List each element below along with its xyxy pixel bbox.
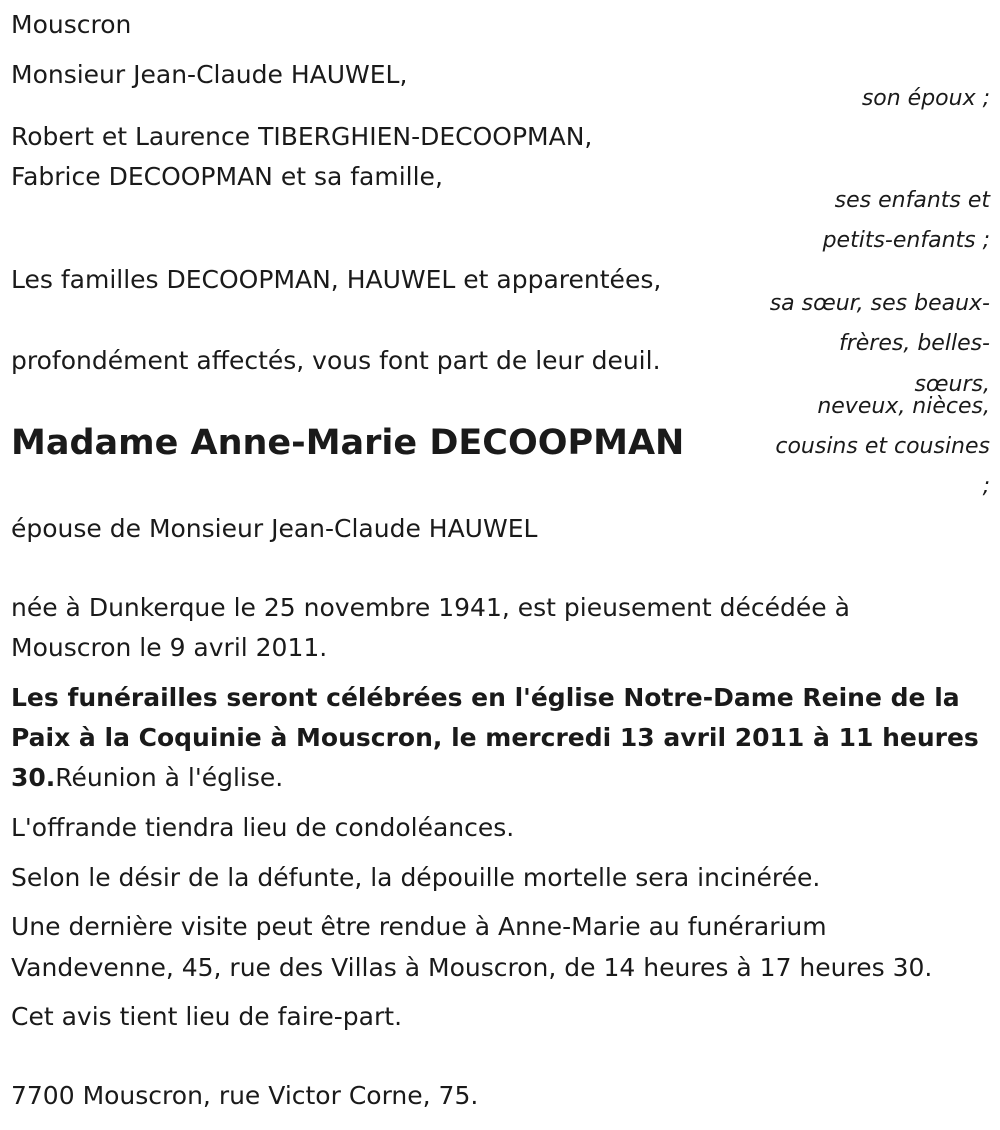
families-role-1: sa sœur, ses beaux-	[769, 291, 990, 316]
families-role-3: sœurs,	[914, 372, 990, 397]
cremation-line: Selon le désir de la défunte, la dépouille mortelle sera incinérée.	[11, 863, 821, 892]
funeral-line-1: Les funérailles seront célébrées en l'église Notre-Dame Reine de la	[11, 683, 960, 712]
spouse-role: son époux ;	[861, 86, 990, 111]
funeral-time-suffix: 30.	[11, 763, 56, 792]
children-role-2: petits-enfants ;	[822, 228, 990, 253]
address-line: 7700 Mouscron, rue Victor Corne, 75.	[11, 1081, 479, 1110]
families-role-5: cousins et cousines	[775, 434, 990, 459]
children-role-1: ses enfants et	[834, 188, 990, 213]
funeral-line-3	[11, 758, 283, 798]
notice-line: Cet avis tient lieu de faire-part.	[11, 1002, 403, 1031]
children-line-1: Robert et Laurence TIBERGHIEN-DECOOPMAN,	[11, 122, 593, 151]
offering-line: L'offrande tiendra lieu de condoléances.	[11, 813, 515, 842]
visit-line-2: Vandevenne, 45, rue des Villas à Mouscron, de 14 heures à 17 heures 30.	[11, 953, 933, 982]
spouse-of: épouse de Monsieur Jean-Claude HAUWEL	[11, 514, 538, 543]
families-role-6: ;	[982, 474, 990, 499]
funeral-line-2: Paix à la Coquinie à Mouscron, le mercredi 13 avril 2011 à 11 heures	[11, 723, 979, 752]
birth-death-line-1: née à Dunkerque le 25 novembre 1941, est pieusement décédée à	[11, 593, 850, 622]
birth-death-line-2: Mouscron le 9 avril 2011.	[11, 633, 328, 662]
funeral-meeting: Réunion à l'église.	[55, 763, 284, 792]
families-role-4: neveux, nièces,	[817, 394, 990, 419]
city-heading: Mouscron	[11, 10, 132, 39]
deceased-name: Madame Anne-Marie DECOOPMAN	[11, 423, 685, 463]
families-role-2: frères, belles-	[838, 331, 990, 356]
visit-line-1: Une dernière visite peut être rendue à Anne-Marie au funérarium	[11, 912, 827, 941]
spouse-line: Monsieur Jean-Claude HAUWEL,	[11, 60, 408, 89]
announcement: profondément affectés, vous font part de leur deuil.	[11, 346, 661, 375]
children-line-2: Fabrice DECOOPMAN et sa famille,	[11, 162, 443, 191]
families-line: Les familles DECOOPMAN, HAUWEL et apparentées,	[11, 265, 662, 294]
